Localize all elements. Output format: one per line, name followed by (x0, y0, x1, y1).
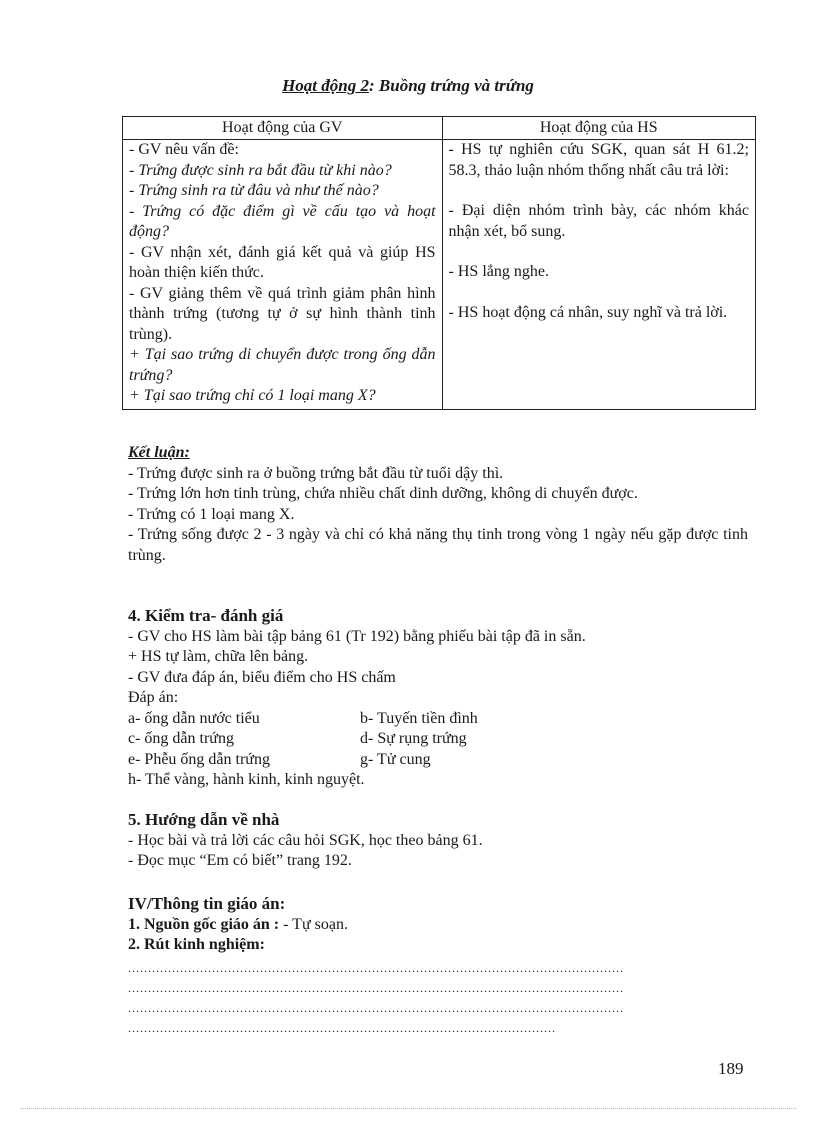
gv-cell (123, 140, 443, 410)
activity-title (0, 76, 816, 96)
conclusion-line: - Trứng được sinh ra ở buồng trứng bắt đầu từ tuổi dậy thì. (128, 464, 504, 482)
experience-label: 2. Rút kinh nghiệm: (128, 936, 265, 953)
dotted-line: ............................................................................................................................ (128, 960, 624, 975)
answer-item: h- Thể vàng, hành kinh, kinh nguyệt. (128, 771, 365, 788)
page-number: 189 (718, 1059, 744, 1078)
hs-cell (442, 140, 755, 410)
answer-item: g- Tử cung (360, 750, 431, 768)
header-gv: Hoạt động của GV (123, 117, 443, 140)
conclusion-line: - Trứng sống được 2 - 3 ngày và chỉ có khả năng thụ tinh trong vòng 1 ngày nếu gặp được tinh trùng. (128, 526, 748, 564)
conclusion-heading: Kết luận: (128, 444, 190, 461)
answer-item: d- Sự rụng trứng (360, 730, 467, 747)
table-row (123, 140, 756, 410)
table-header-row (123, 117, 756, 140)
conclusion-section (128, 443, 748, 566)
gv-line: - Trứng sinh ra từ đâu và như thế nào? (129, 182, 379, 199)
lesson-source-label: 1. Nguồn gốc giáo án : (128, 915, 280, 933)
lesson-info-section (128, 894, 748, 1038)
answers-label: Đáp án: (128, 689, 179, 706)
conclusion-line: - Trứng có 1 loại mang X. (128, 505, 295, 523)
homework-section (128, 810, 748, 872)
homework-line: - Học bài và trả lời các câu hỏi SGK, học theo bảng 61. (128, 831, 483, 849)
answer-item: c- ống dẫn trứng (128, 730, 234, 747)
answer-row (128, 709, 748, 730)
hs-line: - Đại diện nhóm trình bày, các nhóm khác nhận xét, bổ sung. (448, 202, 749, 240)
assessment-section (128, 606, 748, 791)
assessment-line: - GV đưa đáp án, biểu điểm cho HS chấm (128, 668, 396, 686)
hs-line: - HS lắng nghe. (448, 263, 549, 280)
gv-line: - GV giảng thêm về quá trình giảm phân hình thành trứng (tương tự ở sự hình thành tinh trùng). (129, 284, 436, 343)
answer-item: a- ống dẫn nước tiểu (128, 709, 260, 727)
dotted-line: ............................................................................................................................ (128, 980, 624, 995)
lesson-source (128, 915, 748, 936)
homework-line: - Đọc mục “Em có biết” trang 192. (128, 852, 352, 869)
gv-line: + Tại sao trứng di chuyển được trong ống dẫn trứng? (129, 346, 436, 384)
dotted-line: ........................................................................................................... (128, 1020, 556, 1035)
answer-row (128, 729, 748, 750)
answer-item: e- Phễu ống dẫn trứng (128, 750, 270, 768)
lesson-info-heading: IV/Thông tin giáo án: (128, 894, 286, 913)
hs-line: - HS hoạt động cá nhân, suy nghĩ và trả lời. (448, 303, 728, 321)
gv-line: + Tại sao trứng chỉ có 1 loại mang X? (129, 387, 376, 404)
page-bottom-divider (20, 1108, 796, 1109)
answer-row (128, 750, 748, 771)
dotted-line: ............................................................................................................................ (128, 1000, 624, 1015)
hs-line: - HS tự nghiên cứu SGK, quan sát H 61.2; 58.3, thảo luận nhóm thống nhất câu trả lời: (448, 141, 749, 179)
assessment-line: - GV cho HS làm bài tập bảng 61 (Tr 192) bằng phiếu bài tập đã in sẵn. (128, 627, 586, 645)
gv-line: - Trứng có đặc điểm gì về cấu tạo và hoạt động? (129, 202, 436, 240)
activity-title-text: : Buồng trứng và trứng (368, 76, 534, 95)
homework-heading: 5. Hướng dẫn về nhà (128, 810, 280, 829)
header-hs: Hoạt động của HS (442, 117, 755, 140)
gv-line: - Trứng được sinh ra bắt đầu từ khi nào? (129, 161, 392, 179)
gv-line: - GV nhận xét, đánh giá kết quả và giúp HS hoàn thiện kiến thức. (129, 243, 436, 281)
gv-line: - GV nêu vấn đề: (129, 141, 239, 158)
activity-title-label: Hoạt động 2 (282, 76, 369, 95)
conclusion-line: - Trứng lớn hơn tinh trùng, chứa nhiều chất dinh dưỡng, không di chuyển được. (128, 485, 638, 502)
assessment-heading: 4. Kiểm tra- đánh giá (128, 606, 284, 625)
activity-table (122, 116, 756, 410)
lesson-source-value: - Tự soạn. (279, 915, 348, 933)
answer-item: b- Tuyến tiền đình (360, 709, 478, 727)
assessment-line: + HS tự làm, chữa lên bảng. (128, 648, 309, 665)
